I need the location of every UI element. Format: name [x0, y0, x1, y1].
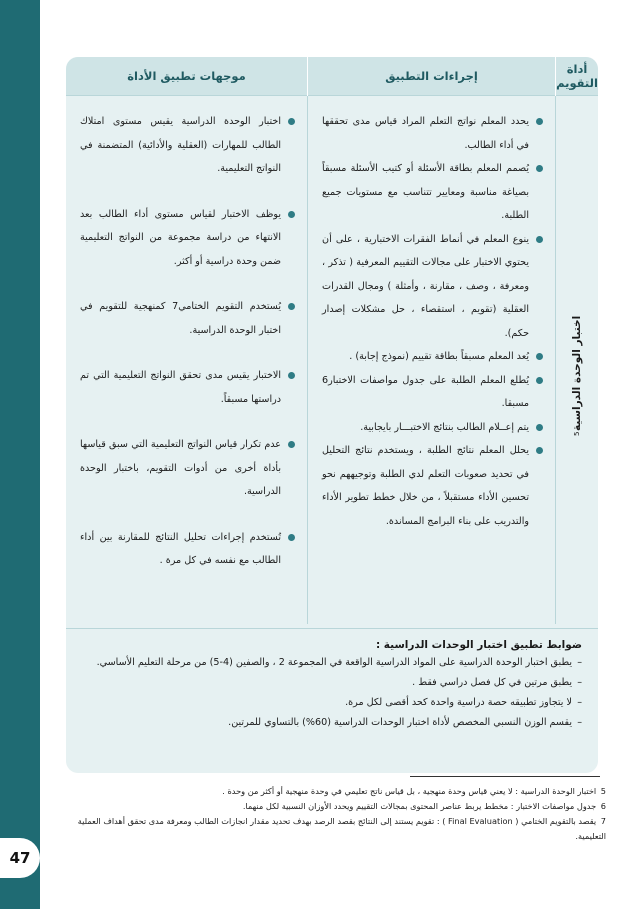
footnote	[66, 799, 606, 814]
guideline-item: يوظف الاختبار لقياس مستوى أداء الطالب بعد الانتهاء من دراسة مجموعة من النواتج التعليمية ضمن وحدة دراسية أو أكثر.	[80, 203, 295, 274]
controls-list	[82, 653, 582, 733]
control-item: – يطبق اختبار الوحدة الدراسية على المواد الدراسية الواقعة في المجموعة 2 ، والصفين (4-5) من مرحلة التعليم الأساسي.	[82, 653, 582, 673]
control-item: – لا يتجاوز تطبيقه حصة دراسية واحدة كحد أقصى لكل مرة.	[82, 693, 582, 713]
application-controls	[66, 628, 598, 733]
header-tool: أداة التقويم	[556, 57, 598, 96]
procedure-item: ينوع المعلم في أنماط الفقرات الاختبارية ، على أن يحتوي الاختبار على مجالات التقييم المعرفية ( تذكر ، ومعرفة ، وصف ، مقارنة ، وأمثلة ) ومجال القدرات العقلية (تقويم ، استقصاء ، حل مشكلات إصدار حكم).	[322, 228, 543, 346]
controls-title: ضوابط تطبيق اختبار الوحدات الدراسية :	[375, 639, 582, 651]
tool-name	[560, 136, 594, 616]
header-procedures: إجراءات التطبيق	[308, 57, 556, 96]
procedure-item: يحلل المعلم نتائج الطلبة ، ويستخدم نتائج التحليل في تحديد صعوبات التعلم لدي الطلبة وتوجيههم نحو تحسين الأداء مستقبلاً ، من خلال خطط تطوير الأداء والتدريب على بناء البرامج المساندة.	[322, 439, 543, 533]
tool-cell	[556, 96, 598, 625]
control-item: – يطبق مرتين في كل فصل دراسي فقط .	[82, 673, 582, 693]
header-guidelines: موجهات تطبيق الأداة	[66, 57, 308, 96]
tool-footnote-ref: 5	[573, 431, 582, 436]
procedures-list	[308, 96, 555, 539]
evaluation-table	[66, 57, 598, 624]
footnotes	[66, 784, 606, 844]
guideline-item: تُستخدم إجراءات تحليل النتائج للمقارنة بين أداء الطالب مع نفسه في كل مرة .	[80, 526, 295, 573]
footnote-number: 6	[600, 801, 606, 811]
procedure-item: يُعد المعلم مسبقاً بطاقة تقييم (نموذج إجابة) .	[322, 345, 543, 369]
guidelines-list	[66, 96, 307, 601]
procedure-item: يحدد المعلم نواتج التعلم المراد قياس مدى تحققها في أداء الطالب.	[322, 110, 543, 157]
guideline-item: عدم تكرار قياس النواتج التعليمية التي سبق قياسها بأداة أخرى من أدوات التقويم، باختبار الوحدة الدراسية.	[80, 433, 295, 504]
guideline-item: يُستخدم التقويم الختامي7 كمنهجية للتقويم في اختبار الوحدة الدراسية.	[80, 295, 295, 342]
footnote-text: يقصد بالتقويم الختامي ( Final Evaluation ) : تقويم يستند إلى النتائج بقصد الرصد بهدف تحديد مقدار انجازات الطالب ومعرفة مدى تحقق أهداف العملية التعليمية.	[77, 816, 606, 841]
guideline-item: اختبار الوحدة الدراسية يقيس مستوى امتلاك الطالب للمهارات (العقلية والأدائية) المتضمنة في النواتج التعليمية.	[80, 110, 295, 181]
footnote	[66, 784, 606, 799]
procedure-item: يُطلع المعلم الطلبة على جدول مواصفات الاختبار6 مسبقا.	[322, 369, 543, 416]
tool-name-text: اختبار الوحدة الدراسية	[571, 316, 584, 432]
footnote-divider	[410, 776, 600, 777]
procedures-cell	[308, 96, 556, 625]
procedure-item: يُصمم المعلم بطاقة الأسئلة أو كتيب الأسئلة مسبقاً بصياغة مناسبة ومعايير تتناسب مع مستويات جميع الطلبة.	[322, 157, 543, 228]
footnote-number: 5	[600, 786, 606, 796]
footnote-text: اختبار الوحدة الدراسية : لا يعني قياس وحدة منهجية ، بل قياس ناتج تعليمي في وحدة منهجية أو أكثر من وحدة .	[222, 786, 597, 796]
procedure-item: يتم إعــلام الطالب بنتائج الاختبـــار بايجابية.	[322, 416, 543, 440]
control-item: – يقسم الوزن النسبي المخصص لأداة اختبار الوحدات الدراسية (60%) بالتساوي للمرتين.	[82, 713, 582, 733]
footnote	[66, 814, 606, 844]
side-band	[0, 0, 40, 909]
guideline-item: الاختبار يقيس مدى تحقق النواتج التعليمية التي تم دراستها مسبقاً.	[80, 364, 295, 411]
guidelines-cell	[66, 96, 308, 625]
footnote-number: 7	[600, 816, 606, 826]
page-number: 47	[0, 838, 40, 878]
footnote-text: جدول مواصفات الاختبار : مخطط يربط عناصر المحتوى بمجالات التقييم ويحدد الأوزان النسبية لكل منهما.	[242, 801, 597, 811]
